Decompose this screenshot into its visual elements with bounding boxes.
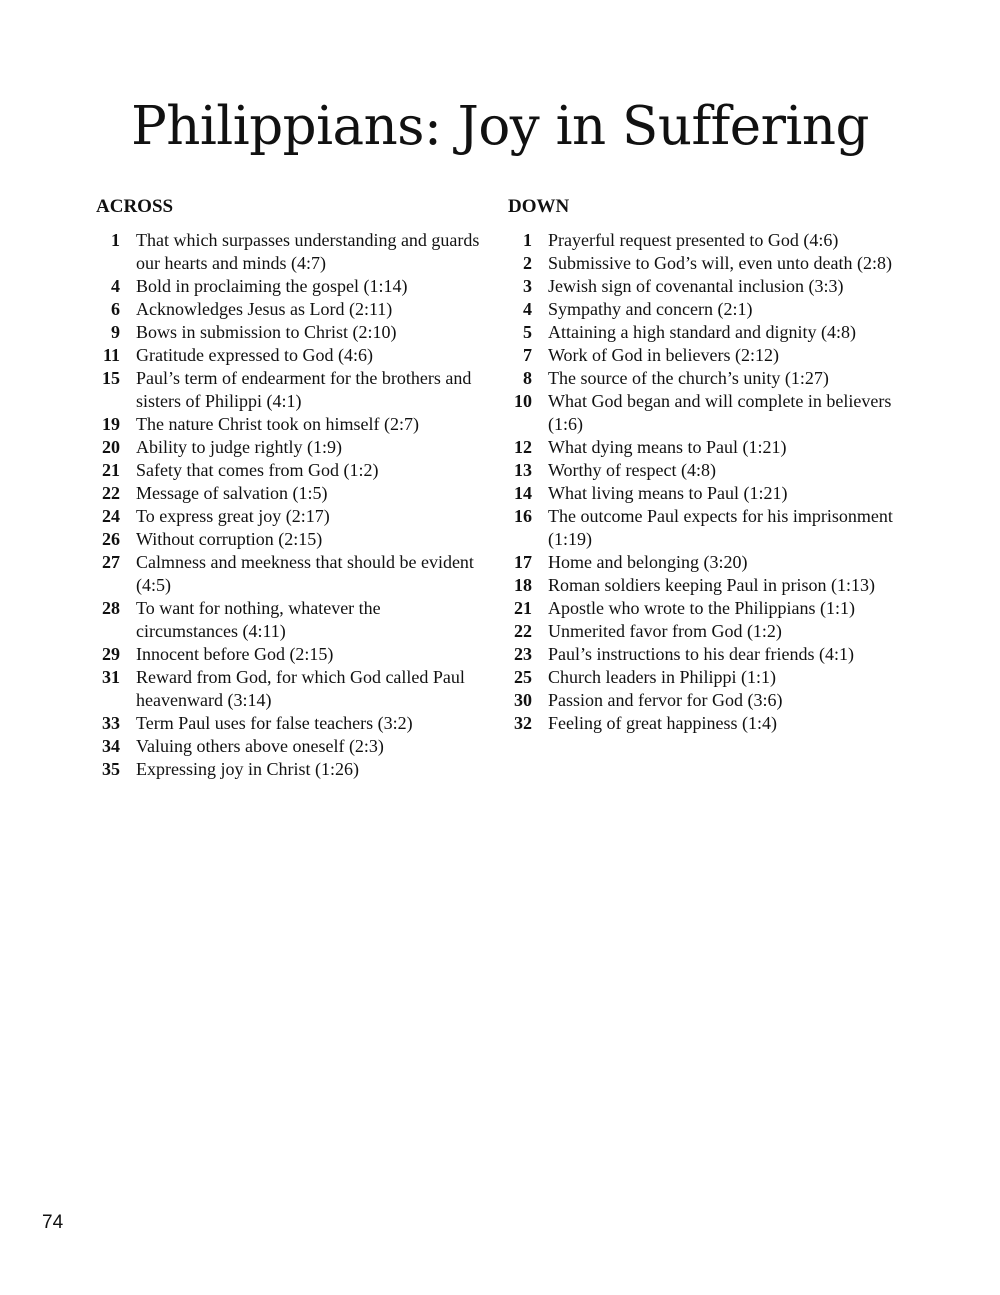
clue-text: What dying means to Paul (1:21) <box>548 437 787 457</box>
clue-text: Term Paul uses for false teachers (3:2) <box>136 713 413 733</box>
across-clue <box>96 275 486 298</box>
clue-number: 10 <box>514 391 532 411</box>
clue-number: 1 <box>523 230 532 250</box>
clue-text: Ability to judge rightly (1:9) <box>136 437 342 457</box>
across-clue <box>96 666 486 712</box>
across-clue <box>96 482 486 505</box>
clue-text: Attaining a high standard and dignity (4:8) <box>548 322 856 342</box>
clue-number: 17 <box>514 552 532 572</box>
clue-text: Worthy of respect (4:8) <box>548 460 716 480</box>
across-clue <box>96 436 486 459</box>
clue-number: 22 <box>514 621 532 641</box>
clue-number: 21 <box>514 598 532 618</box>
clue-number: 12 <box>514 437 532 457</box>
clue-text: Expressing joy in Christ (1:26) <box>136 759 359 779</box>
clue-text: To want for nothing, whatever the circumstances (4:11) <box>136 598 381 641</box>
down-clue <box>508 367 908 390</box>
clue-text: Feeling of great happiness (1:4) <box>548 713 777 733</box>
across-clue <box>96 413 486 436</box>
clue-number: 1 <box>111 230 120 250</box>
clue-text: Paul’s term of endearment for the brothers and sisters of Philippi (4:1) <box>136 368 472 411</box>
clue-number: 13 <box>514 460 532 480</box>
clue-number: 2 <box>523 253 532 273</box>
clue-number: 24 <box>102 506 120 526</box>
clue-text: Work of God in believers (2:12) <box>548 345 779 365</box>
down-clue <box>508 505 908 551</box>
clue-number: 33 <box>102 713 120 733</box>
down-clue <box>508 666 908 689</box>
clue-number: 18 <box>514 575 532 595</box>
down-heading: DOWN <box>508 196 570 217</box>
across-clues-section <box>96 195 486 781</box>
across-clue <box>96 229 486 275</box>
clue-text: The nature Christ took on himself (2:7) <box>136 414 419 434</box>
clue-number: 7 <box>523 345 532 365</box>
down-clue <box>508 321 908 344</box>
down-clue <box>508 298 908 321</box>
clue-text: Bows in submission to Christ (2:10) <box>136 322 397 342</box>
clue-text: Acknowledges Jesus as Lord (2:11) <box>136 299 393 319</box>
clue-text: The source of the church’s unity (1:27) <box>548 368 829 388</box>
across-clue <box>96 528 486 551</box>
clue-number: 11 <box>102 345 120 365</box>
clue-text: The outcome Paul expects for his imprisonment (1:19) <box>548 506 893 549</box>
clue-text: Innocent before God (2:15) <box>136 644 334 664</box>
clue-text: Apostle who wrote to the Philippians (1:1) <box>548 598 855 618</box>
clue-number: 14 <box>514 483 532 503</box>
across-clue <box>96 712 486 735</box>
clue-text: Gratitude expressed to God (4:6) <box>136 345 373 365</box>
across-heading: ACROSS <box>96 196 174 217</box>
down-clue <box>508 390 908 436</box>
clue-number: 4 <box>523 299 532 319</box>
clue-text: Without corruption (2:15) <box>136 529 323 549</box>
across-clue <box>96 459 486 482</box>
clue-number: 9 <box>111 322 120 342</box>
down-clue <box>508 482 908 505</box>
down-clue <box>508 551 908 574</box>
clue-number: 30 <box>514 690 532 710</box>
clue-text: Passion and fervor for God (3:6) <box>548 690 783 710</box>
clue-number: 8 <box>523 368 532 388</box>
clue-text: What living means to Paul (1:21) <box>548 483 788 503</box>
clue-text: Paul’s instructions to his dear friends (4:1) <box>548 644 854 664</box>
across-clue-list <box>96 229 486 781</box>
across-clue <box>96 344 486 367</box>
across-clue <box>96 735 486 758</box>
clue-number: 23 <box>514 644 532 664</box>
clue-text: Prayerful request presented to God (4:6) <box>548 230 839 250</box>
clue-text: Calmness and meekness that should be evident (4:5) <box>136 552 474 595</box>
down-clue <box>508 689 908 712</box>
clue-number: 20 <box>102 437 120 457</box>
clue-number: 3 <box>523 276 532 296</box>
down-clue <box>508 436 908 459</box>
clue-number: 35 <box>102 759 120 779</box>
clue-number: 31 <box>102 667 120 687</box>
clue-text: Roman soldiers keeping Paul in prison (1:13) <box>548 575 875 595</box>
clue-text: Message of salvation (1:5) <box>136 483 328 503</box>
across-clue <box>96 643 486 666</box>
clue-text: Valuing others above oneself (2:3) <box>136 736 384 756</box>
across-clue <box>96 321 486 344</box>
across-clue <box>96 551 486 597</box>
clue-number: 5 <box>523 322 532 342</box>
clue-number: 27 <box>102 552 120 572</box>
down-clue <box>508 574 908 597</box>
down-clue <box>508 252 908 275</box>
clue-text: Safety that comes from God (1:2) <box>136 460 379 480</box>
down-clue <box>508 229 908 252</box>
clue-number: 32 <box>514 713 532 733</box>
page-title: Philippians: Joy in Suffering <box>131 96 869 157</box>
clue-text: Submissive to God’s will, even unto death (2:8) <box>548 253 892 273</box>
clue-number: 19 <box>102 414 120 434</box>
clue-number: 16 <box>514 506 532 526</box>
clue-number: 6 <box>111 299 120 319</box>
clue-text: Home and belonging (3:20) <box>548 552 748 572</box>
down-clue <box>508 620 908 643</box>
clue-text: Sympathy and concern (2:1) <box>548 299 753 319</box>
clue-number: 34 <box>102 736 120 756</box>
down-clue <box>508 344 908 367</box>
clue-number: 28 <box>102 598 120 618</box>
down-clue-list <box>508 229 908 735</box>
clue-number: 29 <box>102 644 120 664</box>
clue-number: 15 <box>102 368 120 388</box>
down-clue <box>508 275 908 298</box>
clue-number: 25 <box>514 667 532 687</box>
across-clue <box>96 367 486 413</box>
across-clue <box>96 298 486 321</box>
page-number: 74 <box>42 1212 64 1233</box>
clue-text: To express great joy (2:17) <box>136 506 330 526</box>
clue-text: Church leaders in Philippi (1:1) <box>548 667 776 687</box>
down-clue <box>508 459 908 482</box>
clue-text: What God began and will complete in believers (1:6) <box>548 391 892 434</box>
down-clue <box>508 597 908 620</box>
down-clues-section <box>508 195 908 735</box>
clue-text: Reward from God, for which God called Paul heavenward (3:14) <box>136 667 465 710</box>
clue-number: 22 <box>102 483 120 503</box>
clue-text: Jewish sign of covenantal inclusion (3:3) <box>548 276 844 296</box>
clue-number: 4 <box>111 276 120 296</box>
clue-text: Bold in proclaiming the gospel (1:14) <box>136 276 408 296</box>
clue-number: 21 <box>102 460 120 480</box>
clue-text: Unmerited favor from God (1:2) <box>548 621 782 641</box>
across-clue <box>96 505 486 528</box>
clue-text: That which surpasses understanding and guards our hearts and minds (4:7) <box>136 230 480 273</box>
across-clue <box>96 597 486 643</box>
down-clue <box>508 712 908 735</box>
across-clue <box>96 758 486 781</box>
down-clue <box>508 643 908 666</box>
clue-number: 26 <box>102 529 120 549</box>
